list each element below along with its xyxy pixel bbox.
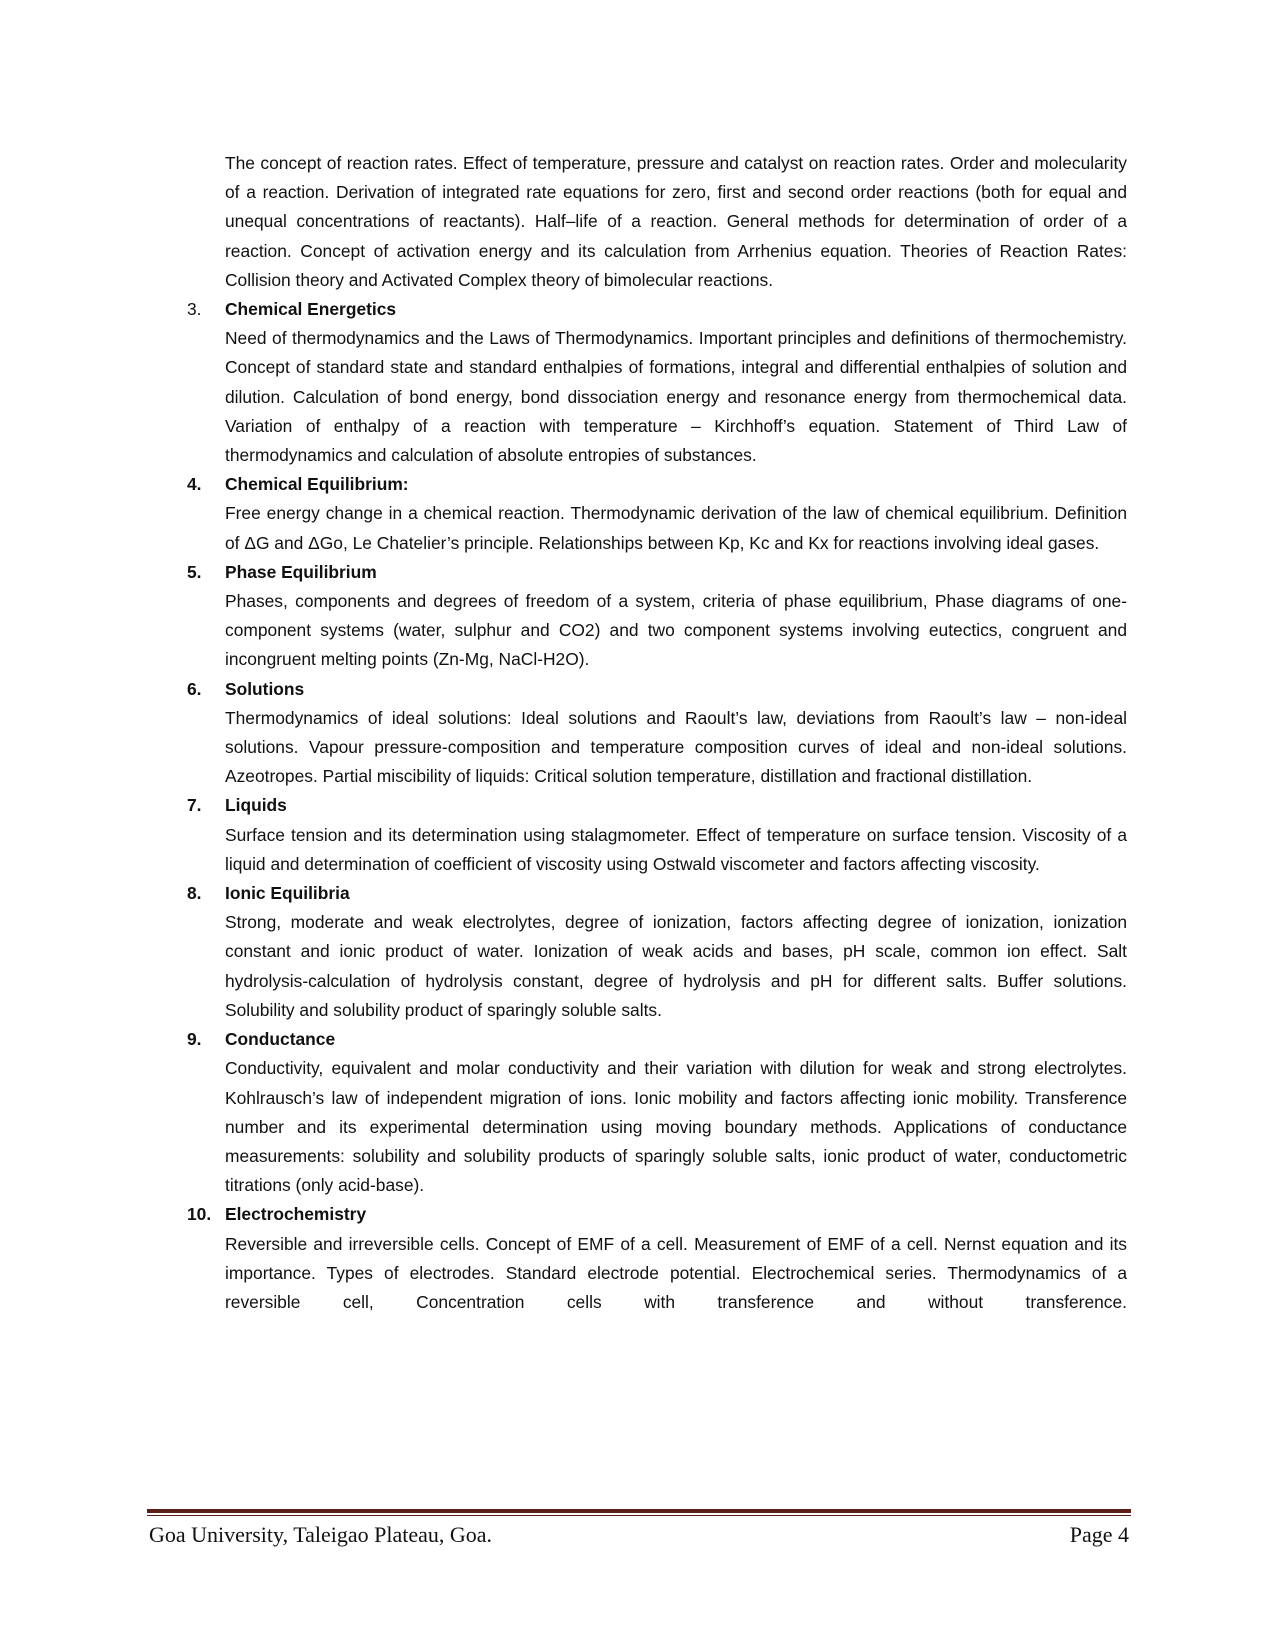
section-chemical-equilibrium (187, 470, 1127, 558)
section-title: Phase Equilibrium (225, 561, 377, 582)
section-heading (187, 1025, 1127, 1054)
section-title: Liquids (225, 795, 287, 816)
page-content (187, 149, 1127, 1317)
section-number: 5. (187, 561, 202, 582)
section-title: Conductance (225, 1029, 336, 1050)
section-heading (187, 558, 1127, 587)
section-conductance (187, 1025, 1127, 1200)
section-number: 9. (187, 1029, 202, 1050)
section-solutions (187, 675, 1127, 792)
footer-rule-thin (147, 1515, 1131, 1516)
section-body: Conductivity, equivalent and molar conductivity and their variation with dilution for weak and strong electrolytes. Kohlrausch’s law of independent migration of ions. Ionic mobility and factors affecting ionic mobility. Transference number and its experimental determination using moving boundary methods. Applications of conductance measurements: solubility and solubility products of sparingly soluble salts, ionic product of water, conductometric titrations (only acid-base). (225, 1058, 1127, 1196)
section-body: Need of thermodynamics and the Laws of Thermodynamics. Important principles and definitions of thermochemistry. Concept of standard state and standard enthalpies of formations, integral and differential enthalpies of solution and dilution. Calculation of bond energy, bond dissociation energy and resonance energy from thermochemical data. Variation of enthalpy of a reaction with temperature – Kirchhoff’s equation. Statement of Third Law of thermodynamics and calculation of absolute entropies of substances. (225, 328, 1127, 466)
footer-institution: Goa University, Taleigao Plateau, Goa. (149, 1522, 493, 1547)
section-title: Electrochemistry (225, 1204, 367, 1225)
page-number: Page 4 (1069, 1522, 1129, 1547)
section-number: 3. (187, 299, 202, 320)
section-title: Chemical Energetics (225, 299, 397, 320)
section-body: Free energy change in a chemical reaction. Thermodynamic derivation of the law of chemical equilibrium. Definition of ΔG and ΔGo, Le Chatelier’s principle. Relationships between Kp, Kc and Kx for reactions involving ideal gases. (225, 503, 1127, 553)
section-heading (187, 470, 1127, 499)
section-body: Thermodynamics of ideal solutions: Ideal solutions and Raoult’s law, deviations from Raoult’s law – non-ideal solutions. Vapour pressure-composition and temperature composition curves of ideal and non-ideal solutions. Azeotropes. Partial miscibility of liquids: Critical solution temperature, distillation and fractional distillation. (225, 707, 1127, 787)
section-title: Ionic Equilibria (225, 883, 350, 904)
section-number: 10. (187, 1204, 212, 1225)
section-title: Solutions (225, 678, 305, 699)
section-chemical-energetics (187, 295, 1127, 470)
section-phase-equilibrium (187, 558, 1127, 675)
section-body: Surface tension and its determination using stalagmometer. Effect of temperature on surface tension. Viscosity of a liquid and determination of coefficient of viscosity using Ostwald viscometer and factors affecting viscosity. (225, 824, 1127, 874)
section-heading (187, 791, 1127, 820)
section-heading (187, 675, 1127, 704)
page-footer (149, 1522, 1129, 1548)
section-heading (187, 295, 1127, 324)
section-heading (187, 879, 1127, 908)
intro-paragraph: The concept of reaction rates. Effect of temperature, pressure and catalyst on reaction rates. Order and molecularity of a reaction. Derivation of integrated rate equations for zero, first and second order reactions (both for equal and unequal concentrations of reactants). Half–life of a reaction. General methods for determination of order of a reaction. Concept of activation energy and its calculation from Arrhenius equation. Theories of Reaction Rates: Collision theory and Activated Complex theory of bimolecular reactions. (225, 153, 1127, 290)
section-ionic-equilibria (187, 879, 1127, 1025)
section-body: Reversible and irreversible cells. Concept of EMF of a cell. Measurement of EMF of a cell. Nernst equation and its importance. Types of electrodes. Standard electrode potential. Electrochemical series. Thermodynamics of a reversible cell, Concentration cells with transference and without transference. (225, 1233, 1127, 1312)
footer-rule (147, 1509, 1131, 1513)
section-heading (187, 1200, 1127, 1229)
section-body: Phases, components and degrees of freedom of a system, criteria of phase equilibrium, Phase diagrams of one-component systems (water, sulphur and CO2) and two component systems involving eutectics, congruent and incongruent melting points (Zn-Mg, NaCl-H2O). (225, 591, 1127, 670)
section-electrochemistry (187, 1200, 1127, 1317)
section-number: 7. (187, 795, 202, 816)
section-body: Strong, moderate and weak electrolytes, degree of ionization, factors affecting degree of ionization, ionization constant and ionic product of water. Ionization of weak acids and bases, pH scale, common ion effect. Salt hydrolysis-calculation of hydrolysis constant, degree of hydrolysis and pH for different salts. Buffer solutions. Solubility and solubility product of sparingly soluble salts. (225, 912, 1127, 1020)
section-title: Chemical Equilibrium: (225, 474, 409, 495)
section-number: 4. (187, 474, 202, 495)
section-number: 6. (187, 678, 202, 699)
section-number: 8. (187, 883, 202, 904)
section-liquids (187, 791, 1127, 879)
